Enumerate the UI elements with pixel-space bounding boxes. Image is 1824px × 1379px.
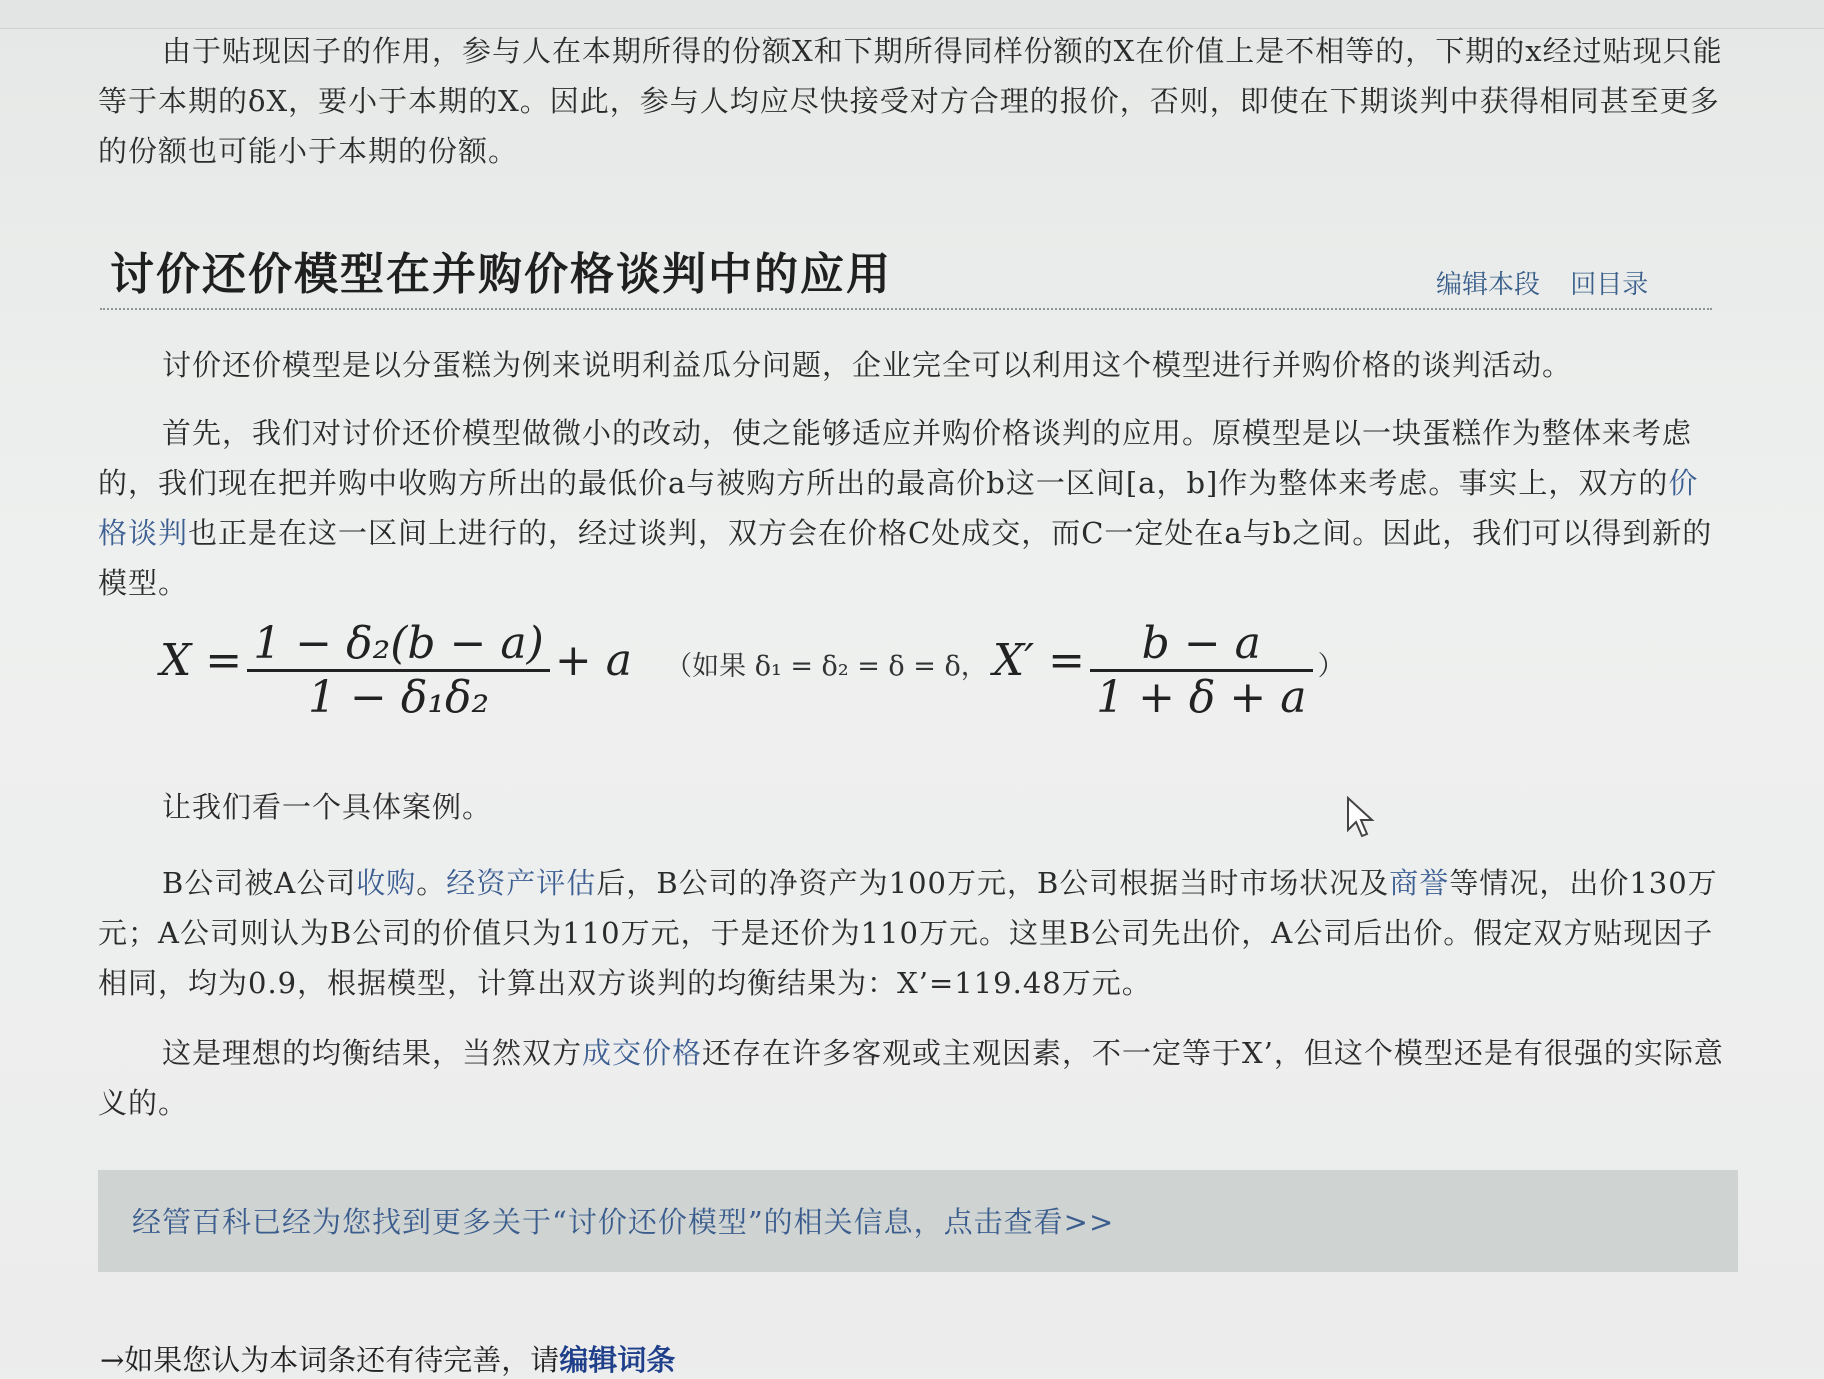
deal-price-link[interactable]: 成交价格	[582, 1036, 703, 1070]
paragraph-conclusion	[98, 1028, 1728, 1128]
p5-text-a: 这是理想的均衡结果，当然双方	[162, 1036, 583, 1070]
formula-lhs-x: X =	[160, 635, 243, 686]
goodwill-link[interactable]: 商誉	[1389, 866, 1450, 900]
p2-text-a: 首先，我们对讨价还价模型做微小的改动，使之能够适应并购价格谈判的应用。原模型是以一块蛋糕作为整体来考虑的，我们现在把并购中收购方所出的最低价a与被购方所出的最高价b这一区间[a，b]作为整体来考虑。事实上，双方的	[98, 416, 1693, 500]
p2-text-b: 也正是在这一区间上进行的，经过谈判，双方会在价格C处成交，而C一定处在a与b之间。因此，我们可以得到新的模型。	[98, 516, 1713, 600]
p4-text-c: 后，B公司的净资产为100万元，B公司根据当时市场状况及	[596, 866, 1390, 900]
formula-numerator-1: 1 − δ₂(b − a)	[247, 618, 550, 672]
paragraph-intro-model: 讨价还价模型是以分蛋糕为例来说明利益瓜分问题，企业完全可以利用这个模型进行并购价格的谈判活动。	[162, 348, 1573, 382]
model-formula	[160, 618, 1460, 768]
formula-fraction-1	[247, 618, 550, 723]
formula-lhs-xprime: X′ =	[992, 635, 1085, 686]
footer-edit-prompt	[100, 1338, 675, 1379]
paragraph-case-lead: 让我们看一个具体案例。	[162, 790, 493, 824]
formula-fraction-2	[1090, 618, 1312, 723]
top-edge	[0, 0, 1824, 29]
section-divider	[100, 308, 1712, 310]
section-links	[1436, 264, 1670, 301]
paragraph-model-modification	[98, 408, 1728, 608]
intro-paragraph: 由于贴现因子的作用，参与人在本期所得的份额X和下期所得同样份额的X在价值上是不相等的，下期的x经过贴现只能等于本期的δX，要小于本期的X。因此，参与人均应尽快接受对方合理的报价，否则，即使在下期谈判中获得相同甚至更多的份额也可能小于本期的份额。	[98, 34, 1723, 168]
p4-text-b: 。	[416, 866, 447, 900]
formula-denominator-2: 1 + δ + a	[1096, 672, 1307, 723]
p5-text-b: 还存在许多客观或主观因素，不一定等于X’，但这个模型还是有很强的实际意义的。	[98, 1036, 1724, 1120]
back-to-toc-link[interactable]: 回目录	[1570, 270, 1649, 300]
p4-text-d: 等情况，出价130万元；A公司则认为B公司的价值只为110万元，于是还价为110万元。这里B公司先出价，A公司后出价。假定双方贴现因子相同，均为0.9，根据模型，计算出双方谈判的均衡结果为：X’=119.48万元。	[98, 866, 1718, 1000]
edit-section-link[interactable]: 编辑本段	[1436, 270, 1541, 300]
footer-prefix: →如果您认为本词条还有待完善，请	[100, 1343, 560, 1377]
asset-evaluation-link[interactable]: 经资产评估	[446, 866, 597, 900]
price-negotiation-link[interactable]: 价格谈判	[98, 466, 1699, 550]
p4-text-a: B公司被A公司	[162, 866, 357, 900]
related-info-link[interactable]: 经管百科已经为您找到更多关于“讨价还价模型”的相关信息，点击查看>>	[132, 1205, 1115, 1239]
formula-close-paren: ）	[1317, 651, 1345, 682]
mouse-pointer-icon	[1346, 796, 1376, 838]
edit-entry-link[interactable]: 编辑词条	[559, 1343, 676, 1377]
section-title: 讨价还价模型在并购价格谈判中的应用	[110, 249, 892, 300]
formula-condition: （如果 δ₁ = δ₂ = δ = δ，	[665, 651, 988, 682]
acquisition-link[interactable]: 收购	[356, 866, 417, 900]
formula-denominator-1: 1 − δ₁δ₂	[308, 672, 490, 723]
paragraph-case-detail	[98, 858, 1728, 1008]
formula-plus-a: + a	[554, 635, 633, 686]
formula-numerator-2: b − a	[1090, 618, 1312, 672]
